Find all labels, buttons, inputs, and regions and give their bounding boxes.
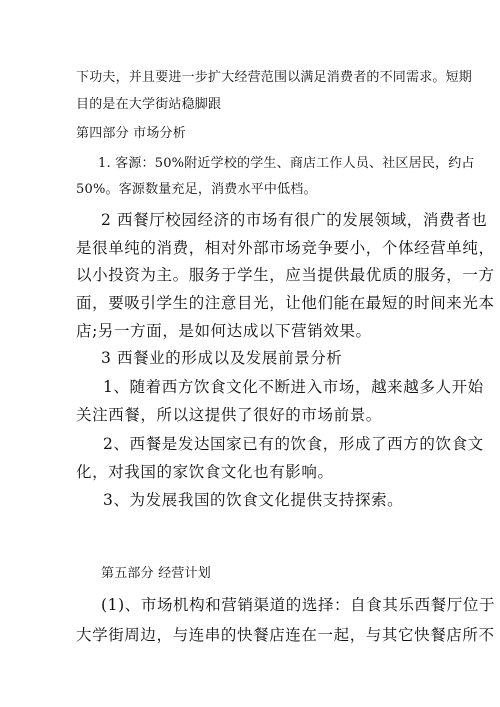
item3-point-1-line-2: 关注西餐，所以这提供了很好的市场前景。 [76,406,382,424]
intro-line-2: 目的是在大学街站稳脚跟 [76,97,222,112]
intro-line-1: 下功夫，并且要进一步扩大经营范围以满足消费者的不同需求。短期 [76,70,473,85]
item3-point-2-line-2: 化，对我国的家饮食文化也有影响。 [76,463,334,481]
section5-heading: 第五部分 经营计划 [101,566,211,581]
item3-heading: 3 西餐业的形成以及发展前景分析 [101,349,343,367]
item1-line-2: 50%。客源数量充足，消费水平中低档。 [76,182,317,197]
item3-point-1-line-1: 1、随着西方饮食文化不断进入市场，越来越多人开始 [103,378,484,396]
item2-line-2: 是很单纯的消费，相对外部市场竞争要小，个体经营单纯， [76,239,495,257]
item2-line-3: 以小投资为主。服务于学生，应当提供最优质的服务，一方 [76,266,495,284]
item1-line-1: 1. 客源：50%附近学校的学生、商店工作人员、社区居民，约占 [98,156,475,171]
item2-line-4: 面，要吸引学生的注意目光，让他们能在最短的时间来光本 [76,294,495,312]
item2-line-1: 2 西餐厅校园经济的市场有很广的发展领域，消费者也 [101,211,488,229]
section4-heading: 第四部分 市场分析 [76,126,186,141]
item2-line-5: 店;另一方面，是如何达成以下营销效果。 [76,322,372,340]
item3-point-3: 3、为发展我国的饮食文化提供支持探索。 [103,491,404,509]
section5-para-line-2: 大学街周边，与连串的快餐店连在一起，与其它快餐店所不 [76,626,495,644]
item3-point-2-line-1: 2、西餐是发达国家已有的饮食，形成了西方的饮食文 [103,435,484,453]
section5-para-line-1: (1)、市场机构和营销渠道的选择：自食其乐西餐厅位于 [101,596,496,614]
